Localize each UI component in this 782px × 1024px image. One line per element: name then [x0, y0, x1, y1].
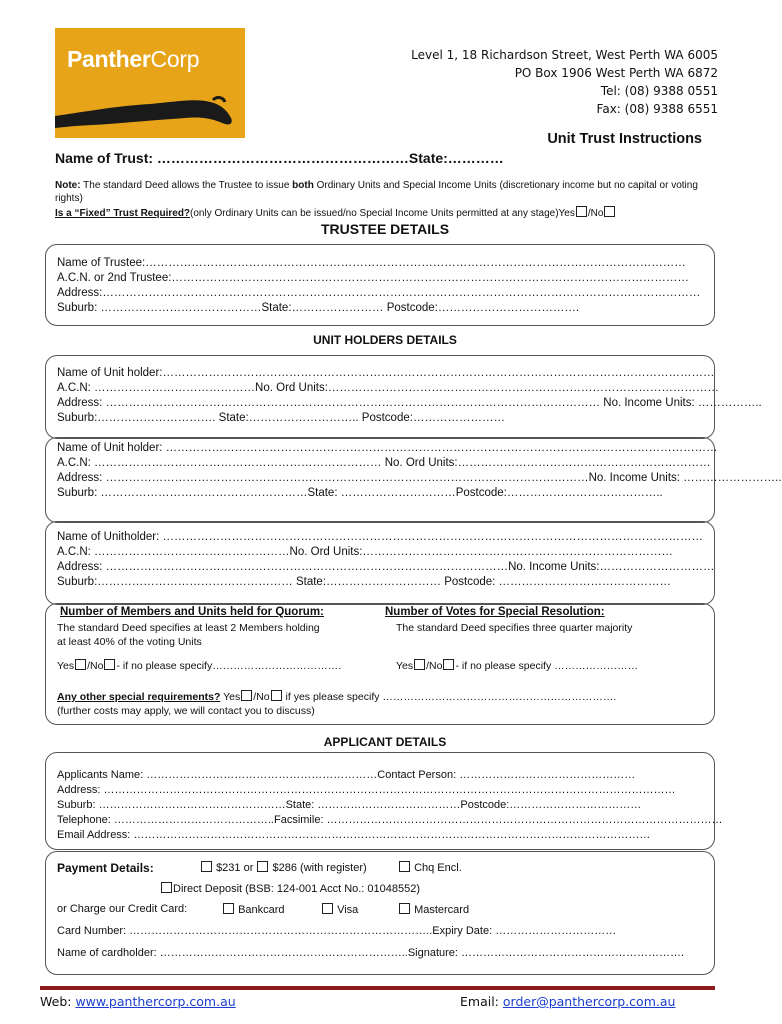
footer-email: Email: order@panthercorp.com.au: [460, 994, 676, 1009]
applicant-telephone-field[interactable]: Telephone: ……………………………………..Facsimile: ………………………………………………………………………………………………: [57, 814, 723, 826]
trustee-acn-field[interactable]: A.C.N. or 2nd Trustee:………………………………………………………………………………………………………………………: [57, 272, 689, 284]
website-link[interactable]: www.panthercorp.com.au: [75, 994, 236, 1009]
fixed-yes-checkbox[interactable]: [576, 206, 587, 217]
fee-231-checkbox[interactable]: [201, 861, 212, 872]
bankcard-checkbox[interactable]: [223, 903, 234, 914]
trustee-name-field[interactable]: Name of Trustee:……………………………………………………………………………………………………………………………: [57, 257, 686, 269]
applicant-section-title: APPLICANT DETAILS: [323, 735, 447, 749]
bankcard-option: Bankcard: [222, 903, 285, 916]
unit-holder-suburb-field[interactable]: Suburb: ………………………………………………State: …………………………Postcode:…………………………………..: [57, 487, 663, 499]
credit-card-label: or Charge our Credit Card:: [57, 903, 188, 915]
payment-options: $231 or $286 (with register): [200, 861, 367, 874]
mastercard-checkbox[interactable]: [399, 903, 410, 914]
fixed-trust-question: Is a “Fixed” Trust Required?(only Ordinary Units can be issued/no Special Income Units permitted at any stage)Yes /No: [55, 206, 616, 220]
special-resolution-description: The standard Deed specifies three quarter majority: [396, 622, 633, 634]
unit-holder-name-field[interactable]: Name of Unit holder: ………………………………………………………………………………………………………………………………: [57, 442, 718, 454]
mastercard-option: Mastercard: [398, 903, 469, 916]
logo-wordmark: PantherCorp: [67, 46, 200, 72]
address-line: Level 1, 18 Richardson Street, West Perth WA 6005: [411, 48, 718, 62]
unit-holder-fields-2: [57, 441, 782, 501]
unit-holder-acn-field[interactable]: A.C.N: ……………………………………………No. Ord Units:………………………………………………………………………: [57, 546, 673, 558]
trust-name-field[interactable]: Name of Trust: ………………………………………………State:…………: [55, 150, 504, 166]
applicant-email-field[interactable]: Email Address: ……………………………………………………………………………………………………………………………: [57, 829, 651, 841]
fee-286-checkbox[interactable]: [257, 861, 268, 872]
cheque-option: Chq Encl.: [398, 861, 462, 874]
special-resolution-heading: Number of Votes for Special Resolution:: [385, 606, 605, 618]
other-no-checkbox[interactable]: [271, 690, 282, 701]
applicant-fields: [57, 768, 723, 843]
quorum-yes-checkbox[interactable]: [75, 659, 86, 670]
visa-checkbox[interactable]: [322, 903, 333, 914]
resolution-choice: Yes /No - if no please specify ……………………: [396, 660, 639, 672]
unit-holder-fields-3: [57, 530, 715, 590]
other-yes-checkbox[interactable]: [241, 690, 252, 701]
unit-holder-suburb-field[interactable]: Suburb:…………………………………………… State:………………………… Postcode: ………………………………………: [57, 576, 672, 588]
payment-label: Payment Details:: [57, 861, 154, 875]
applicant-address-field[interactable]: Address: …………………………………………………………………………………………………………………………………………: [57, 784, 676, 796]
resolution-no-checkbox[interactable]: [443, 659, 454, 670]
unit-holder-name-field[interactable]: Name of Unit holder:………………………………………………………………………………………………………………………………: [57, 367, 715, 379]
unit-holder-address-field[interactable]: Address: ………………………………………………………………………………………………………………… No. Income Units: ……………..: [57, 397, 762, 409]
note-text: Note: The standard Deed allows the Trustee to issue both Ordinary Units and Special Income Units (discretionary income but no capital or voting rights): [55, 180, 698, 204]
direct-deposit-option: Direct Deposit (BSB: 124-001 Acct No.: 01048552): [160, 882, 420, 895]
visa-option: Visa: [321, 903, 358, 916]
address-line: PO Box 1906 West Perth WA 6872: [514, 66, 718, 80]
trustee-suburb-field[interactable]: Suburb: ……………………………………State:…………………… Postcode:……………………………….: [57, 302, 580, 314]
quorum-choice: Yes /No - if no please specify……………………………….: [57, 660, 342, 672]
quorum-description: The standard Deed specifies at least 2 Members holding at least 40% of the voting Units: [57, 622, 320, 648]
phone-line: Tel: (08) 9388 0551: [600, 84, 718, 98]
unit-holder-suburb-field[interactable]: Suburb:…………………………. State:……………………….. Postcode:……………………: [57, 412, 505, 424]
other-requirements: Any other special requirements? Yes /No if yes please specify ………………………………………………………….: [57, 691, 617, 703]
trustee-fields: [57, 256, 701, 316]
fax-line: Fax: (08) 9388 6551: [596, 102, 718, 116]
footer-web: Web: www.panthercorp.com.au: [40, 994, 236, 1009]
other-requirements-note: (further costs may apply, we will contact you to discuss): [57, 705, 315, 717]
unit-holder-name-field[interactable]: Name of Unitholder: ……………………………………………………………………………………………………………………………: [57, 531, 703, 543]
quorum-heading: Number of Members and Units held for Quorum:: [60, 606, 324, 618]
unit-holders-title: UNIT HOLDERS DETAILS: [313, 333, 457, 347]
resolution-yes-checkbox[interactable]: [414, 659, 425, 670]
footer-rule: [40, 986, 715, 990]
cardholder-field[interactable]: Name of cardholder: …………………………………………………………..Signature: …………………………………………………….: [57, 947, 685, 959]
unit-holder-acn-field[interactable]: A.C.N: ……………………………………No. Ord Units:…………………………………………………………………………………………: [57, 382, 719, 394]
panther-icon: [55, 88, 245, 138]
company-address: [411, 46, 718, 118]
email-link[interactable]: order@panthercorp.com.au: [502, 994, 676, 1009]
unit-holder-address-field[interactable]: Address: ……………………………………………………………………………………………No. Income Units:…………………………: [57, 561, 715, 573]
applicant-name-field[interactable]: Applicants Name: ………………………………………………………Contact Person: …………………………………………: [57, 769, 636, 781]
company-logo: [55, 28, 245, 138]
applicant-suburb-field[interactable]: Suburb: ……………………………………………State: …………………………………Postcode:………………………………: [57, 799, 642, 811]
fixed-no-checkbox[interactable]: [604, 206, 615, 217]
direct-deposit-checkbox[interactable]: [161, 882, 172, 893]
trustee-address-field[interactable]: Address:…………………………………………………………………………………………………………………………………………: [57, 287, 701, 299]
trustee-section-title: TRUSTEE DETAILS: [320, 221, 450, 237]
form-title: Unit Trust Instructions: [547, 131, 702, 147]
unit-holder-fields-1: [57, 366, 762, 426]
quorum-no-checkbox[interactable]: [104, 659, 115, 670]
unit-holder-acn-field[interactable]: A.C.N: ………………………………………………………………… No. Ord Units:…………………………………………………………: [57, 457, 711, 469]
unit-holder-address-field[interactable]: Address: ………………………………………………………………………………………………………………No. Income Units: ……………………..: [57, 472, 782, 484]
cheque-checkbox[interactable]: [399, 861, 410, 872]
card-number-field[interactable]: Card Number: ………………………………………………………………………..Expiry Date: ……………………………: [57, 925, 617, 937]
